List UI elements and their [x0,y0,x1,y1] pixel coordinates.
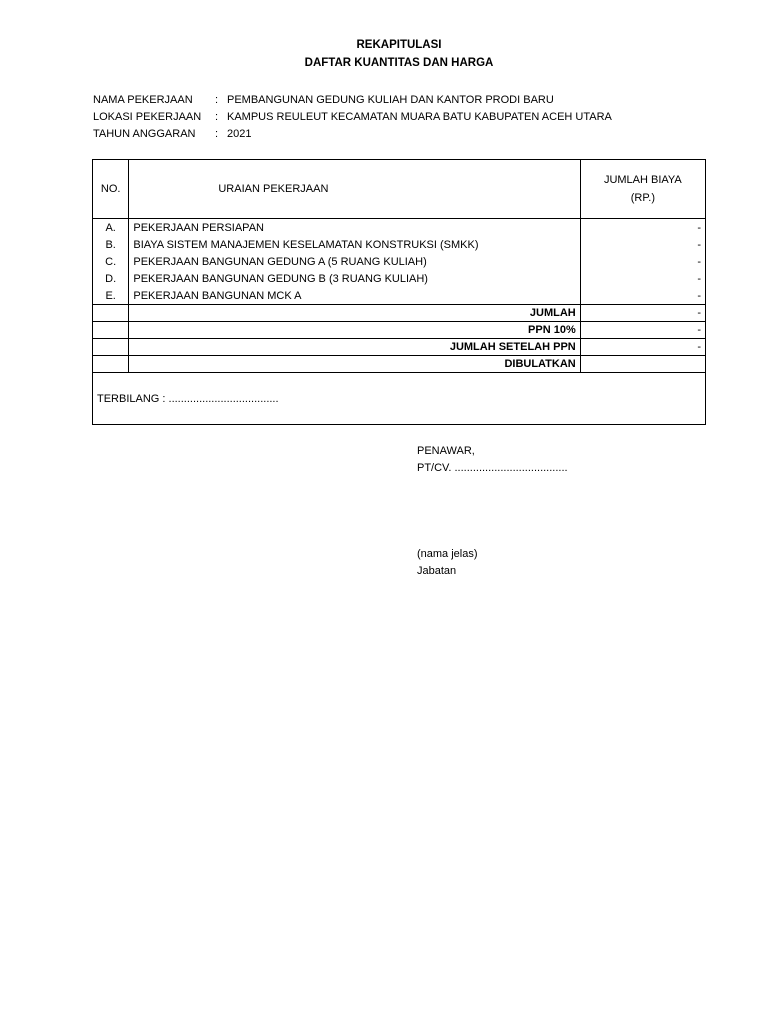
summary-value [580,356,705,373]
item-no: C. [93,253,129,270]
item-uraian: PEKERJAAN BANGUNAN MCK A [129,287,580,305]
summary-no [93,356,129,373]
item-no: B. [93,236,129,253]
summary-no [93,339,129,356]
summary-label: JUMLAH [129,305,580,322]
info-label: NAMA PEKERJAAN [93,94,193,106]
info-value: KAMPUS REULEUT KECAMATAN MUARA BATU KABUPATEN ACEH UTARA [227,111,612,123]
header-uraian: URAIAN PEKERJAAN [129,160,580,219]
header-biaya-line2: (RP.) [630,192,655,204]
summary-value: - [580,339,705,356]
table-row [93,287,706,305]
table-header-row [93,160,706,219]
info-separator: : [215,128,219,140]
document-subtitle: DAFTAR KUANTITAS DAN HARGA [304,57,494,69]
rekap-table [92,159,706,425]
info-value: PEMBANGUNAN GEDUNG KULIAH DAN KANTOR PRODI BARU [227,94,554,106]
summary-row-ppn [93,322,706,339]
item-uraian: PEKERJAAN PERSIAPAN [129,219,580,237]
item-biaya: - [580,236,705,253]
table-row [93,270,706,287]
document-title: REKAPITULASI [356,39,442,51]
table-row [93,236,706,253]
summary-label: JUMLAH SETELAH PPN [129,339,580,356]
terbilang-row [93,373,706,425]
item-uraian: PEKERJAAN BANGUNAN GEDUNG A (5 RUANG KULIAH) [129,253,580,270]
summary-row-dibulatkan [93,356,706,373]
table-row [93,219,706,237]
info-label: LOKASI PEKERJAAN [93,111,202,123]
item-uraian: BIAYA SISTEM MANAJEMEN KESELAMATAN KONSTRUKSI (SMKK) [129,236,580,253]
item-uraian: PEKERJAAN BANGUNAN GEDUNG B (3 RUANG KULIAH) [129,270,580,287]
info-separator: : [215,94,219,106]
item-biaya: - [580,287,705,305]
table-row [93,253,706,270]
item-no: E. [93,287,129,305]
signature-company: PT/CV. ..................................... [417,462,568,474]
signature-position: Jabatan [417,565,457,577]
signature-penawar: PENAWAR, [417,445,475,457]
summary-row-jumlah-setelah-ppn [93,339,706,356]
summary-label: PPN 10% [129,322,580,339]
info-value: 2021 [227,128,252,140]
summary-no [93,305,129,322]
summary-row-jumlah [93,305,706,322]
item-biaya: - [580,270,705,287]
info-label: TAHUN ANGGARAN [93,128,196,140]
info-separator: : [215,111,219,123]
item-no: D. [93,270,129,287]
summary-label: DIBULATKAN [129,356,580,373]
summary-value: - [580,305,705,322]
item-biaya: - [580,253,705,270]
header-biaya-line1: JUMLAH BIAYA [603,174,682,186]
header-jumlah-biaya [580,160,705,219]
summary-no [93,322,129,339]
summary-value: - [580,322,705,339]
terbilang-text: TERBILANG : .................................... [93,373,706,425]
signature-name: (nama jelas) [417,548,478,560]
header-no: NO. [93,160,129,219]
item-no: A. [93,219,129,237]
item-biaya: - [580,219,705,237]
